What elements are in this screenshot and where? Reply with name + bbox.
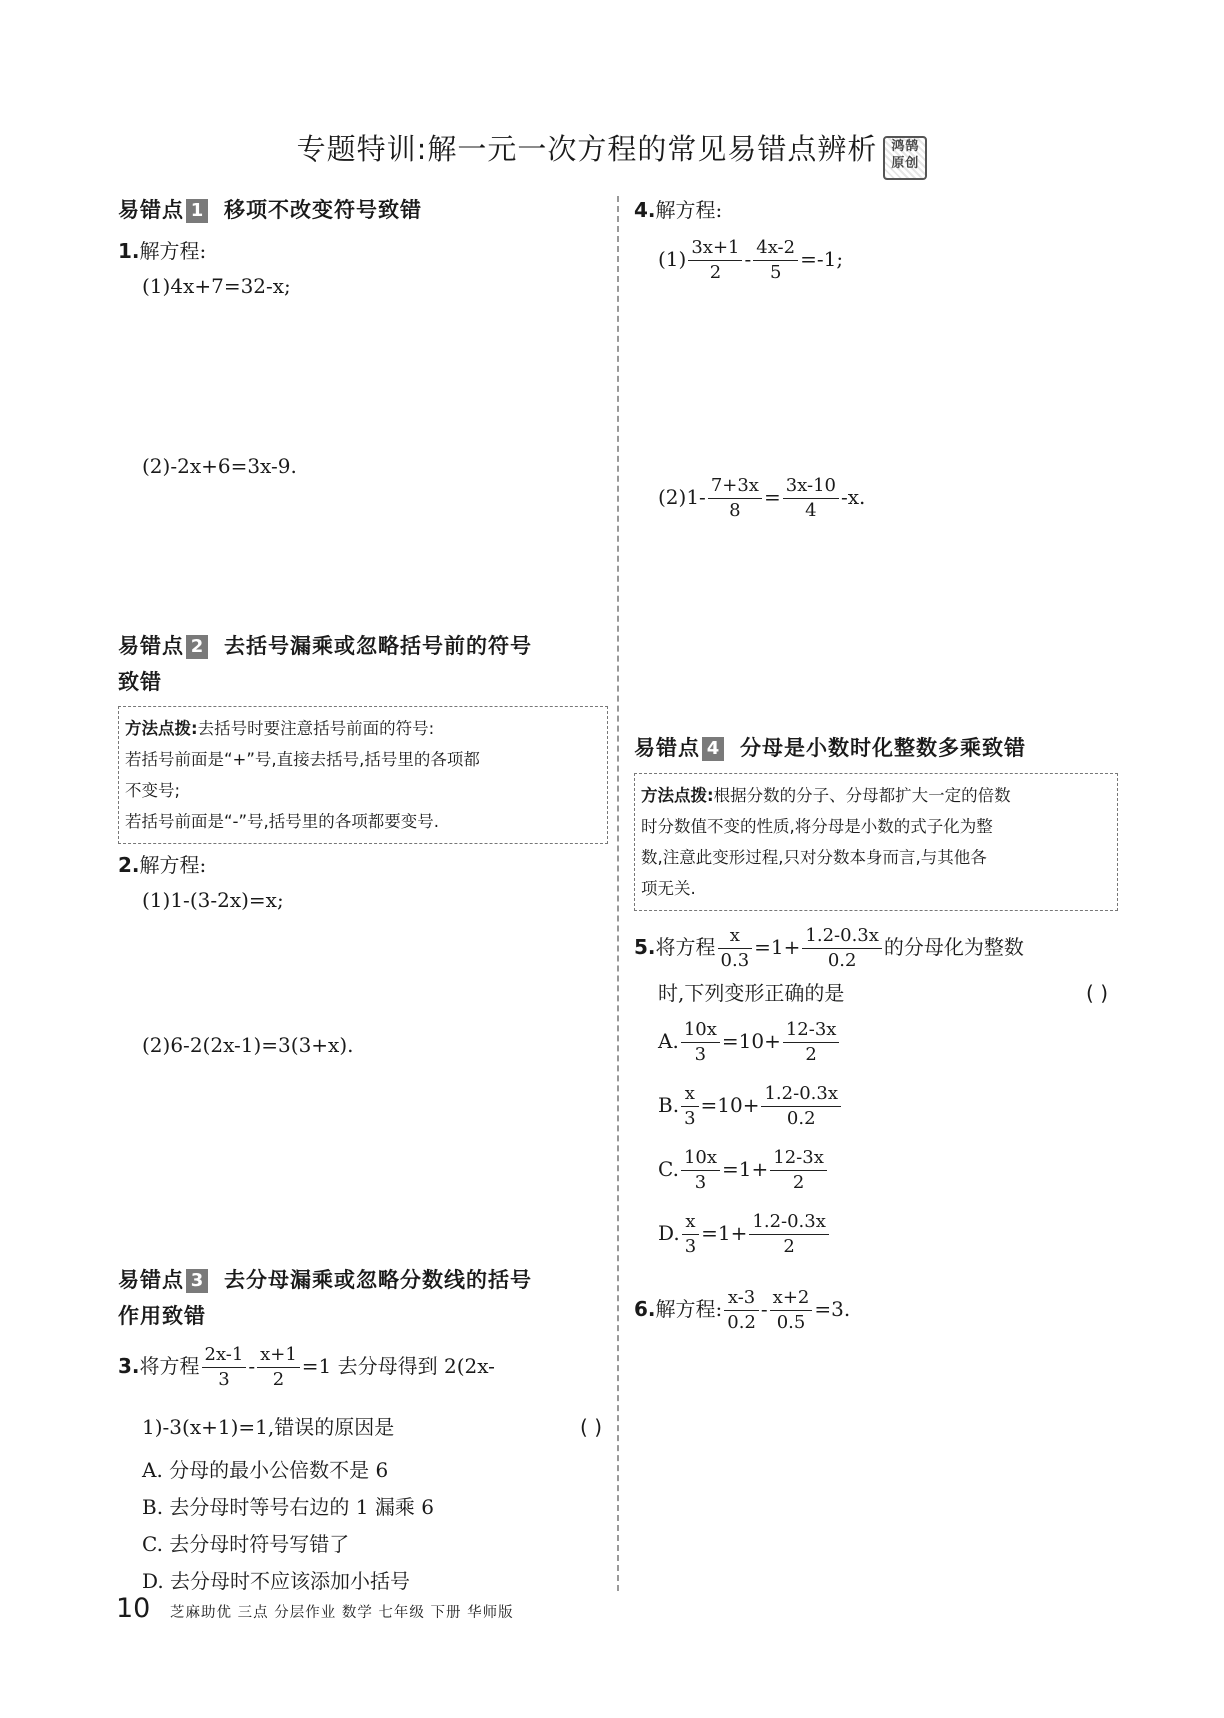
question-2-part-1: (1)1-(3-2x)=x;: [142, 888, 284, 912]
question-6: 6.解方程: $\frac{x-3}{0.2}$ - $\frac{x+2}{0.5}$ =3.: [634, 1287, 851, 1333]
section-title: 去括号漏乘或忽略括号前的符号: [224, 634, 532, 658]
fraction: $\frac{x}{0.3}$: [718, 924, 753, 973]
option-d: D. $\frac{x}{3}$ =1+ $\frac{1.2-0.3x}{2}$: [658, 1210, 831, 1259]
option-a: A. 分母的最小公倍数不是 6: [142, 1458, 389, 1482]
question-2-stem: 2.解方程:: [118, 853, 207, 877]
section-heading-4: 易错点 4 分母是小数时化整数多乘致错: [634, 736, 1026, 760]
original-seal-stamp: 鸿鹄 原创: [883, 136, 927, 180]
page-title: [0, 127, 1224, 180]
column-divider: [617, 196, 619, 1591]
section-title-cont: 致错: [118, 670, 162, 694]
fraction: $\frac{3x-10}{4}$: [783, 474, 839, 523]
section-number-badge: 4: [702, 737, 724, 761]
section-title: 去分母漏乘或忽略分数线的括号: [224, 1268, 532, 1292]
section-number-badge: 1: [186, 199, 208, 223]
question-4-part-1: (1) $\frac{3x+1}{2}$ - $\frac{4x-2}{5}$ =-1;: [658, 237, 844, 283]
question-4-part-2: (2)1- $\frac{7+3x}{8}$ = $\frac{3x-10}{4}$ -x.: [658, 475, 866, 521]
question-5-line-2: 时,下列变形正确的是 ( ): [658, 981, 1108, 1005]
option-d: D. 去分母时不应该添加小括号: [142, 1569, 411, 1593]
section-title-cont: 作用致错: [118, 1304, 206, 1328]
section-heading-1: [118, 192, 422, 228]
section-label: 易错点: [118, 198, 184, 222]
question-1-part-1: (1)4x+7=32-x;: [142, 274, 291, 298]
fraction: $\frac{3x+1}{2}$: [688, 236, 742, 285]
question-3-options: [142, 1452, 434, 1600]
question-1-part-2: (2)-2x+6=3x-9.: [142, 454, 297, 478]
answer-blank: ( ): [1086, 981, 1108, 1005]
section-heading-3: 易错点 3 去分母漏乘或忽略分数线的括号 作用致错: [118, 1268, 532, 1328]
question-2-part-2: (2)6-2(2x-1)=3(3+x).: [142, 1033, 354, 1057]
fraction: $\frac{2x-1}{3}$: [202, 1343, 247, 1392]
page-number: 10: [116, 1593, 151, 1624]
fraction: $\frac{x-3}{0.2}$: [724, 1286, 759, 1335]
method-tip-box-2: 方法点拨:去括号时要注意括号前面的符号: 若括号前面是“+”号,直接去括号,括号里的各项都 不变号; 若括号前面是“-”号,括号里的各项都要变号.: [118, 706, 608, 844]
fraction: $\frac{1.2-0.3x}{0.2}$: [802, 924, 882, 973]
option-a: A. $\frac{10x}{3}$ =10+ $\frac{12-3x}{2}$: [658, 1018, 841, 1067]
method-tip-box-4: 方法点拨:根据分数的分子、分母都扩大一定的倍数 时分数值不变的性质,将分母是小数的式子化为整 数,注意此变形过程,只对分数本身而言,与其他各 项无关.: [634, 773, 1118, 911]
fraction: $\frac{4x-2}{5}$: [753, 236, 798, 285]
answer-blank: ( ): [580, 1415, 602, 1439]
question-1-stem: 1.解方程:: [118, 239, 207, 263]
question-3-line-2: 1)-3(x+1)=1,错误的原因是 ( ): [142, 1415, 602, 1439]
option-b: B. 去分母时等号右边的 1 漏乘 6: [142, 1495, 434, 1519]
section-heading-2: 易错点 2 去括号漏乘或忽略括号前的符号 致错: [118, 634, 532, 694]
option-c: C. 去分母时符号写错了: [142, 1532, 350, 1556]
question-5-stem: 5.将方程 $\frac{x}{0.3}$ =1+ $\frac{1.2-0.3x}{0.2}$ 的分母化为整数: [634, 925, 1024, 971]
section-number-badge: 3: [186, 1269, 208, 1293]
question-3-stem: 3.将方程 $\frac{2x-1}{3}$ - $\frac{x+1}{2}$ =1 去分母得到 2(2x-: [118, 1344, 495, 1390]
section-title: 移项不改变符号致错: [224, 198, 422, 222]
footer-text: 芝麻助优 三点 分层作业 数学 七年级 下册 华师版: [170, 1605, 514, 1621]
fraction: $\frac{7+3x}{8}$: [708, 474, 762, 523]
section-number-badge: 2: [186, 635, 208, 659]
question-4-stem: 4.解方程:: [634, 198, 723, 222]
fraction: $\frac{x+2}{0.5}$: [770, 1286, 813, 1335]
fraction: $\frac{x+1}{2}$: [257, 1343, 300, 1392]
section-title: 分母是小数时化整数多乘致错: [740, 736, 1026, 760]
option-c: C. $\frac{10x}{3}$ =1+ $\frac{12-3x}{2}$: [658, 1146, 829, 1195]
option-b: B. $\frac{x}{3}$ =10+ $\frac{1.2-0.3x}{0.2}$: [658, 1082, 843, 1131]
title-text: 专题特训:解一元一次方程的常见易错点辨析: [296, 132, 878, 166]
